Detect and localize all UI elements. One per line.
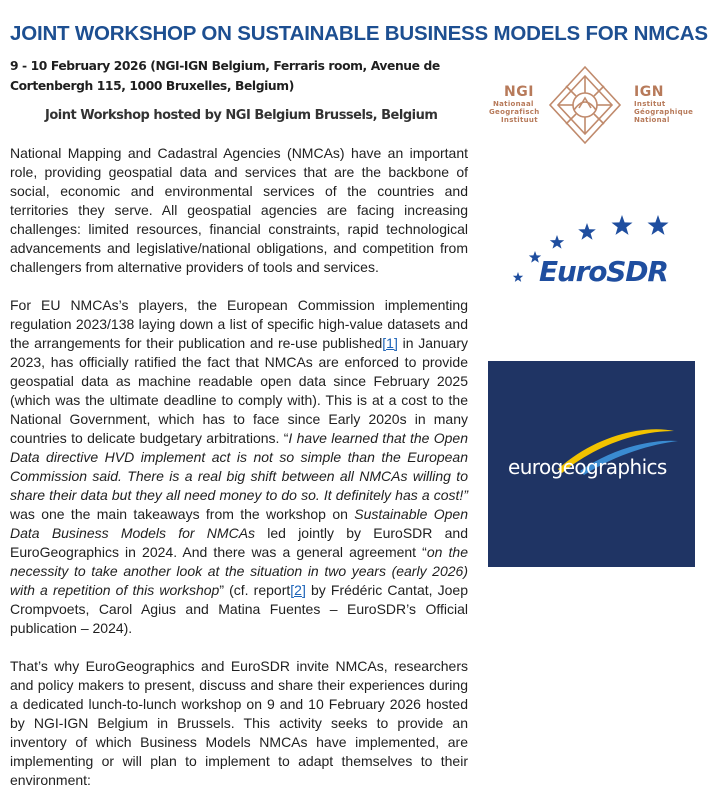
ign-subtitle-3: National xyxy=(634,116,670,124)
p2-text-c: was one the main takeaways from the workshop on xyxy=(10,506,355,522)
ign-subtitle-2: Géographique xyxy=(634,108,694,116)
article-body xyxy=(10,144,468,809)
event-date-location xyxy=(10,56,480,96)
eurosdr-logo xyxy=(505,205,690,300)
p2-workshop-title: Sustainable Open Data Business Models for NMCAs xyxy=(10,506,468,541)
date-line-2: Cortenbergh 115, 1000 Bruxelles, Belgium) xyxy=(10,79,294,93)
footnote-link-2[interactable]: [2] xyxy=(290,582,306,598)
p2-text-e: ” (cf. report xyxy=(219,582,291,598)
p2-text-f: by Frédéric Cantat, Joep Crompvoets, Carol Agius and Matina Fuentes – EuroSDR’s Official publication – 2024). xyxy=(10,582,468,636)
paragraph-regulation xyxy=(10,296,468,638)
paragraph-intro: National Mapping and Cadastral Agencies (NMCAs) have an important role, providing geospatial data and services that are the backbone of social, economic and environmental services of the countries and territories they serve. All geospatial agencies are facing increasing challenges: limited resources, financial constraints, rapid technological advancements and legislative/national obligations, and competition from challengers from alternative providers of tools and services. xyxy=(10,145,468,275)
paragraph-invitation: That’s why EuroGeographics and EuroSDR invite NMCAs, researchers and policy makers to present, discuss and share their experiences during a dedicated lunch-to-lunch workshop on 9 and 10 February 2026 hosted by NGI-IGN Belgium in Brussels. This activity seeks to provide an inventory of which Business Models NMCAs have implemented, are implementing or will plan to implement to adapt themselves to their environment: xyxy=(10,658,468,788)
ngi-ign-logo xyxy=(488,64,698,146)
ign-label: IGN xyxy=(634,84,664,100)
ngi-label: NGI xyxy=(504,84,534,100)
ngi-subtitle-1: Nationaal xyxy=(493,100,534,108)
p2-text-a: For EU NMCAs’s players, the European Commission implementing regulation 2023/138 laying down a list of specific high-value datasets and the arrangements for their publication and re-use published xyxy=(10,297,468,351)
p2-text-b: in January 2023, has officially ratified the fact that NMCAs are enforced to provide geospatial data as machine readable open data since February 2025 (which was the ultimate deadline to comply with). This is at a cost to the National Government, which has to face since Early 2020s in many countries to delicate budgetary arbitrations. “ xyxy=(10,335,468,446)
eurogeographics-logo xyxy=(488,361,695,567)
ign-subtitle-1: Institut xyxy=(634,100,666,108)
eurogeographics-wordmark: eurogeographics xyxy=(508,455,667,479)
ngi-subtitle-3: Instituut xyxy=(501,116,538,124)
ngi-subtitle-2: Geografisch xyxy=(489,108,540,116)
date-line-1: 9 - 10 February 2026 (NGI-IGN Belgium, Ferraris room, Avenue de xyxy=(10,59,440,73)
p2-quote-2: on the necessity to take another look at the situation in two years (early 2026) with a repetition of this workshop xyxy=(10,544,468,598)
hosted-by-line: Joint Workshop hosted by NGI Belgium Brussels, Belgium xyxy=(45,108,438,123)
p2-quote: I have learned that the Open Data directive HVD implement act is not so simple than the European Commission said. There is a real big shift between all NMCAs willing to share their data but they all need money to do so. It definitely has a cost!” xyxy=(10,430,469,503)
page-title: JOINT WORKSHOP ON SUSTAINABLE BUSINESS MODELS FOR NMCAS xyxy=(10,22,708,45)
eurosdr-wordmark: EuroSDR xyxy=(539,255,668,288)
p2-text-d: led jointly by EuroSDR and EuroGeographics in 2024. And there was a general agreement “ xyxy=(10,525,468,560)
footnote-link-1[interactable]: [1] xyxy=(382,335,398,351)
